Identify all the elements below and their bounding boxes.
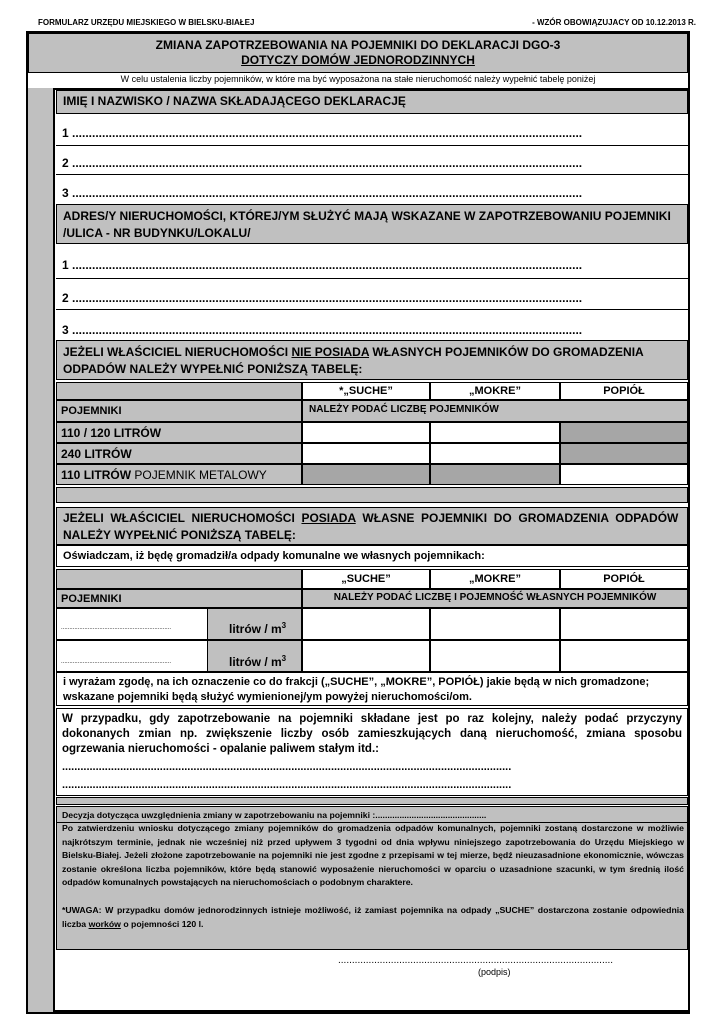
name-line-1[interactable]: 1 .........................................................................................................................................................	[62, 126, 583, 140]
table2-row2-mokre[interactable]	[430, 640, 560, 672]
address-line-2[interactable]: 2 .........................................................................................................................................................	[62, 291, 583, 305]
table2-note-cell	[302, 589, 688, 608]
title-instruction: W celu ustalenia liczby pojemników, w które ma być wyposażona na stałe nieruchomość należy wypełnić tabelę poniżej	[120, 74, 596, 84]
table1-row1-label: 110 / 120 LITRÓW	[56, 422, 302, 443]
signature-label: (podpis)	[478, 967, 511, 977]
address-line-3[interactable]: 3 .........................................................................................................................................................	[62, 323, 583, 337]
table2-row2-popiol[interactable]	[560, 640, 688, 672]
unit-text: litrów / m	[229, 622, 282, 636]
table2-row-pojemniki: POJEMNIKI	[56, 589, 302, 608]
title-line1: ZMIANA ZAPOTRZEBOWANIA NA POJEMNIKI DO DEKLARACJI DGO-3	[155, 38, 561, 52]
own-bins-heading-pre: JEŻELI WŁAŚCICIEL NIERUCHOMOŚCI	[63, 511, 302, 525]
table1-row2-label: 240 LITRÓW	[56, 443, 302, 464]
table1-row2-popiol	[560, 443, 688, 464]
decision-warning	[62, 904, 684, 931]
no-bins-heading-post: WŁASNYCH POJEMNIKÓW DO GROMADZENIA	[369, 345, 644, 359]
table1-row2-mokre[interactable]	[430, 443, 560, 464]
unit-label	[229, 621, 286, 636]
table1-row-pojemniki: POJEMNIKI	[56, 400, 302, 422]
unit-label	[229, 654, 286, 669]
left-margin-strip	[28, 88, 54, 1012]
names-heading: IMIĘ I NAZWISKO / NAZWA SKŁADAJĄCEGO DEKLARACJĘ	[56, 90, 688, 114]
name-line-3[interactable]: 3 .........................................................................................................................................................	[62, 186, 583, 200]
table2-row1-suche[interactable]	[302, 608, 430, 640]
title-box	[28, 33, 688, 73]
unit-sup: 3	[281, 654, 287, 663]
separator-band	[56, 487, 688, 503]
table2-col-mokre: „MOKRE”	[430, 569, 560, 589]
table1-note-cell	[302, 400, 688, 422]
no-bins-heading-underlined: NIE POSIADA	[291, 345, 370, 359]
table1-row2-suche[interactable]	[302, 443, 430, 464]
change-dots-2[interactable]: ...................................................................................................................................................	[62, 779, 512, 791]
own-bins-heading	[56, 507, 688, 545]
table2-note: NALEŻY PODAĆ LICZBĘ I POJEMNOŚĆ WŁASNYCH POJEMNIKÓW	[333, 592, 657, 603]
table1-row1-mokre[interactable]	[430, 422, 560, 443]
table2-corner	[56, 569, 302, 589]
name-line-2[interactable]: 2 .........................................................................................................................................................	[62, 156, 583, 170]
form-issuer: FORMULARZ URZĘDU MIEJSKIEGO W BIELSKU-BIAŁEJ	[38, 18, 255, 27]
own-bins-heading-line2: NALEŻY WYPEŁNIĆ PONIŻSZĄ TABELĘ:	[63, 528, 296, 542]
capacity-input-2[interactable]: ..................................................................	[61, 659, 172, 665]
table2-row2-suche[interactable]	[302, 640, 430, 672]
divider	[56, 174, 688, 175]
address-heading-line1: ADRES/Y NIERUCHOMOŚCI, KTÓREJ/YM SŁUŻYĆ MAJĄ WSKAZANE W ZAPOTRZEBOWANIU POJEMNIKI	[63, 209, 671, 223]
own-bins-declaration-cell	[56, 545, 688, 567]
consent-line2: wskazane pojemniki będą służyć wymienionej/ym powyżej nieruchomości/om.	[63, 691, 472, 703]
table1-corner	[56, 382, 302, 400]
address-heading	[56, 204, 688, 244]
table2-col-popiol: POPIÓŁ	[560, 569, 688, 589]
divider	[56, 309, 688, 310]
table1-col-suche: *„SUCHE”	[302, 382, 430, 400]
table1-row3-label	[56, 464, 302, 485]
divider	[56, 278, 688, 279]
table1-note: NALEŻY PODAĆ LICZBĘ POJEMNIKÓW	[309, 404, 499, 415]
divider	[56, 145, 688, 146]
no-bins-heading	[56, 340, 688, 380]
own-bins-declaration: Oświadczam, iż będę gromadził/a odpady komunalne we własnych pojemnikach:	[63, 550, 485, 562]
own-bins-heading-post: WŁASNE POJEMNIKI DO GROMADZENIA ODPADÓW	[355, 511, 679, 525]
table2-row1-popiol[interactable]	[560, 608, 688, 640]
change-text: W przypadku, gdy zapotrzebowanie na pojemniki składane jest po raz kolejny, należy podać przyczyny dokonanych zmian np. zwiększenie liczby osób zamieszkujących daną nieruchomość, zmiana sposobu ogrzewania nieruchomości - opalanie paliwem stałym itd.:	[62, 713, 682, 755]
warning-underlined: worków	[88, 918, 121, 929]
own-bins-heading-underlined: POSIADA	[301, 511, 356, 525]
table1-row3-rest: POJEMNIK METALOWY	[131, 467, 267, 482]
separator-band	[56, 797, 688, 805]
table1-row3-mokre	[430, 464, 560, 485]
signature-dots[interactable]: ...................................................................................................	[338, 955, 614, 966]
title-line2: DOTYCZY DOMÓW JEDNORODZINNYCH	[241, 53, 475, 67]
decision-text: Po zatwierdzeniu wniosku dotyczącego zmiany pojemników do gromadzenia odpadów komunalnych, pojemniki zostaną dostarczone w możliwie najkrótszym terminie, jednak nie wcześniej niż przed upływem 3 tygodni od dnia wpływu niniejszego zapotrzebowania do Urzędu Miejskiego w Bielsku-Białej. Jeżeli złożone zapotrzebowanie na pojemniki nie jest zgodne z przepisami w tej mierze, będź nieuzasadnione ekonomicznie, wówczas zostanie określona liczba pojemników, które będą stanowić wyposażenie nieruchomości w oparciu o uzasadnione szacunki, w tym średnią ilość odpadów komunalnych powstających na nieruchomościach o podobnym charaktere.	[62, 823, 684, 888]
table1-row3-suche	[302, 464, 430, 485]
table1-col-popiol: POPIÓŁ	[560, 382, 688, 400]
table2-col-suche: „SUCHE”	[302, 569, 430, 589]
change-dots-1[interactable]: ...................................................................................................................................................	[62, 761, 512, 773]
table1-col-mokre: „MOKRE”	[430, 382, 560, 400]
unit-text: litrów / m	[229, 655, 282, 669]
no-bins-heading-pre: JEŻELI WŁAŚCICIEL NIERUCHOMOŚCI	[63, 345, 292, 359]
address-line-1[interactable]: 1 .........................................................................................................................................................	[62, 258, 583, 272]
table1-row3-bold: 110 LITRÓW	[61, 467, 132, 482]
no-bins-heading-line2: ODPADÓW NALEŻY WYPEŁNIĆ PONIŻSZĄ TABELĘ:	[63, 362, 363, 376]
table1-row1-suche[interactable]	[302, 422, 430, 443]
capacity-input-1[interactable]: ..................................................................	[61, 625, 172, 631]
table1-row3-popiol[interactable]	[560, 464, 688, 485]
decision-line: Decyzja dotycząca uwzględnienia zmiany w zapotrzebowaniu na pojemniki :..............................................	[62, 810, 487, 820]
unit-sup: 3	[281, 621, 287, 630]
table2-row1-mokre[interactable]	[430, 608, 560, 640]
address-heading-line2: /ULICA - NR BUDYNKU/LOKALU/	[63, 226, 251, 240]
warning-pre: *UWAGA: W przypadku domów jednorodzinnych istnieje możliwość, iż zamiast pojemnika na odpady „SUCHE” dostarczona zostanie odpowiednia liczba	[62, 905, 684, 929]
consent-cell	[56, 672, 688, 706]
warning-post: o pojemności 120 l.	[120, 918, 204, 929]
form-version: - WZÓR OBOWIĄZUJACY OD 10.12.2013 R.	[532, 18, 696, 27]
table2-row1-label-cell	[56, 608, 302, 640]
table2-row2-label-cell	[56, 640, 302, 672]
consent-line1: i wyrażam zgodę, na ich oznaczenie co do frakcji („SUCHE”, „MOKRE”, POPIÓŁ) jakie będą w nich gromadzone;	[63, 676, 650, 688]
table1-row1-popiol	[560, 422, 688, 443]
